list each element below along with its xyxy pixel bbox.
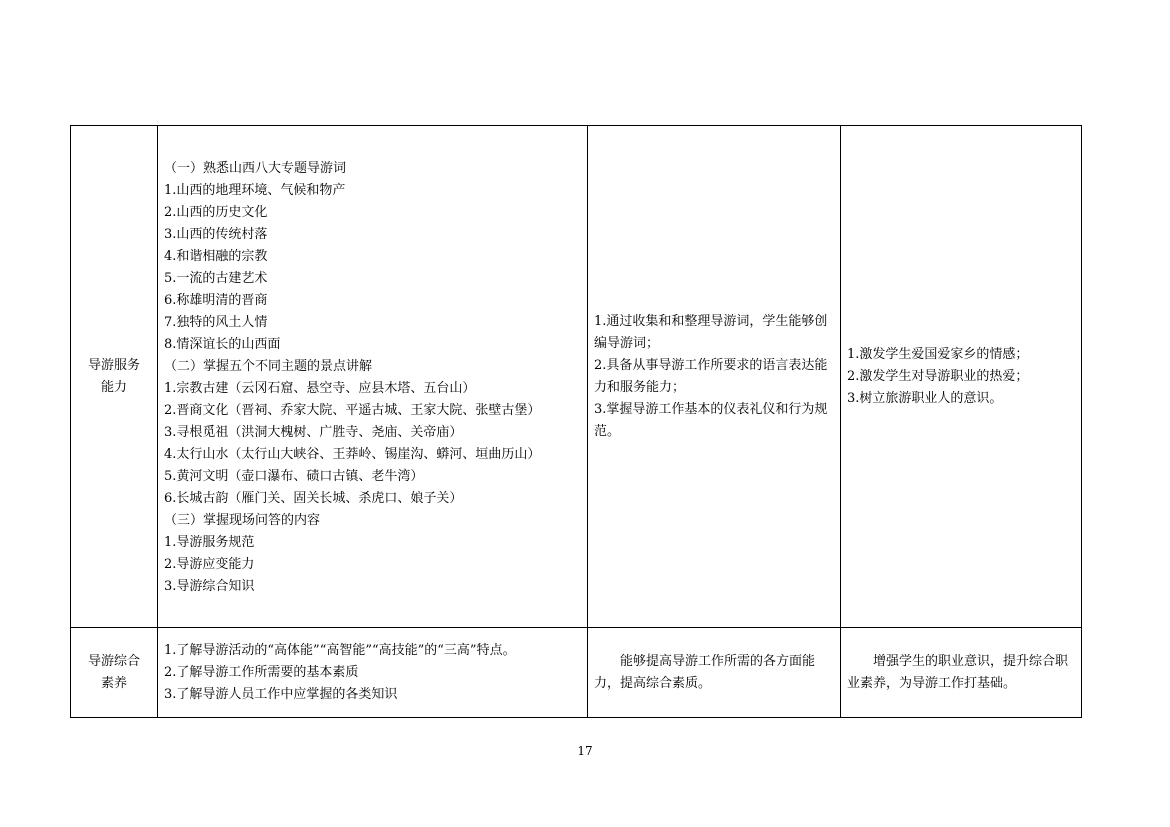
category-line: 能力 (100, 379, 127, 395)
category-line: 素养 (100, 675, 127, 691)
content-line: 1.了解导游活动的“高体能”“高智能”“高技能”的“三高”特点。 (164, 642, 516, 658)
content-line: 8.情深谊长的山西面 (164, 336, 281, 352)
content-line: 2.山西的历史文化 (164, 204, 268, 220)
content-line: 7.独特的风土人情 (164, 314, 268, 330)
content-cell (158, 126, 588, 628)
content-cell (158, 628, 588, 718)
table-row (71, 126, 1082, 628)
content-line: 1.山西的地理环境、气候和物产 (164, 182, 346, 198)
quality-line: 增强学生的职业意识，提升综合职业素养，为导游工作打基础。 (847, 653, 1069, 691)
quality-cell (841, 628, 1082, 718)
content-line: 5.一流的古建艺术 (164, 270, 268, 286)
category-cell (71, 628, 158, 718)
content-line: 5.黄河文明（壶口瀑布、碛口古镇、老牛湾） (164, 468, 424, 484)
ability-cell (588, 126, 841, 628)
quality-line: 2.激发学生对导游职业的热爱； (847, 368, 1029, 384)
content-line: 3.导游综合知识 (164, 578, 255, 594)
quality-line: 1.激发学生爱国爱家乡的情感； (847, 346, 1029, 362)
content-line: 3.了解导游人员工作中应掌握的各类知识 (164, 686, 398, 702)
ability-cell (588, 628, 841, 718)
content-line: （一）熟悉山西八大专题导游词 (164, 160, 347, 176)
content-line: 3.山西的传统村落 (164, 226, 268, 242)
content-line: 4.太行山水（太行山大峡谷、王莽岭、锡崖沟、蟒河、垣曲历山） (164, 446, 541, 462)
content-line: （二）掌握五个不同主题的景点讲解 (164, 358, 373, 374)
content-line: 2.了解导游工作所需要的基本素质 (164, 664, 359, 680)
quality-cell (841, 126, 1082, 628)
content-line: 2.导游应变能力 (164, 556, 255, 572)
content-line: 4.和谐相融的宗教 (164, 248, 268, 264)
ability-line: 2.具备从事导游工作所要求的语言表达能力和服务能力； (594, 357, 828, 395)
category-line: 导游综合 (87, 653, 140, 669)
ability-line: 1.通过收集和和整理导游词，学生能够创编导游词； (594, 313, 828, 351)
page-number: 17 (577, 744, 593, 758)
content-line: （三）掌握现场问答的内容 (164, 512, 321, 528)
ability-line: 能够提高导游工作所需的各方面能力，提高综合素质。 (594, 653, 816, 691)
ability-line: 3.掌握导游工作基本的仪表礼仪和行为规范。 (594, 401, 828, 439)
category-cell (71, 126, 158, 628)
content-line: 6.称雄明清的晋商 (164, 292, 268, 308)
quality-line: 3.树立旅游职业人的意识。 (847, 390, 1003, 406)
category-line: 导游服务 (87, 357, 140, 373)
table-row (71, 628, 1082, 718)
content-line: 3.寻根觅祖（洪洞大槐树、广胜寺、尧庙、关帝庙） (164, 424, 463, 440)
content-line: 2.晋商文化（晋祠、乔家大院、平遥古城、王家大院、张壁古堡） (164, 402, 541, 418)
content-line: 6.长城古韵（雁门关、固关长城、杀虎口、娘子关） (164, 490, 463, 506)
curriculum-table (70, 125, 1082, 718)
content-line: 1.导游服务规范 (164, 534, 255, 550)
content-line: 1.宗教古建（云冈石窟、悬空寺、应县木塔、五台山） (164, 380, 476, 396)
